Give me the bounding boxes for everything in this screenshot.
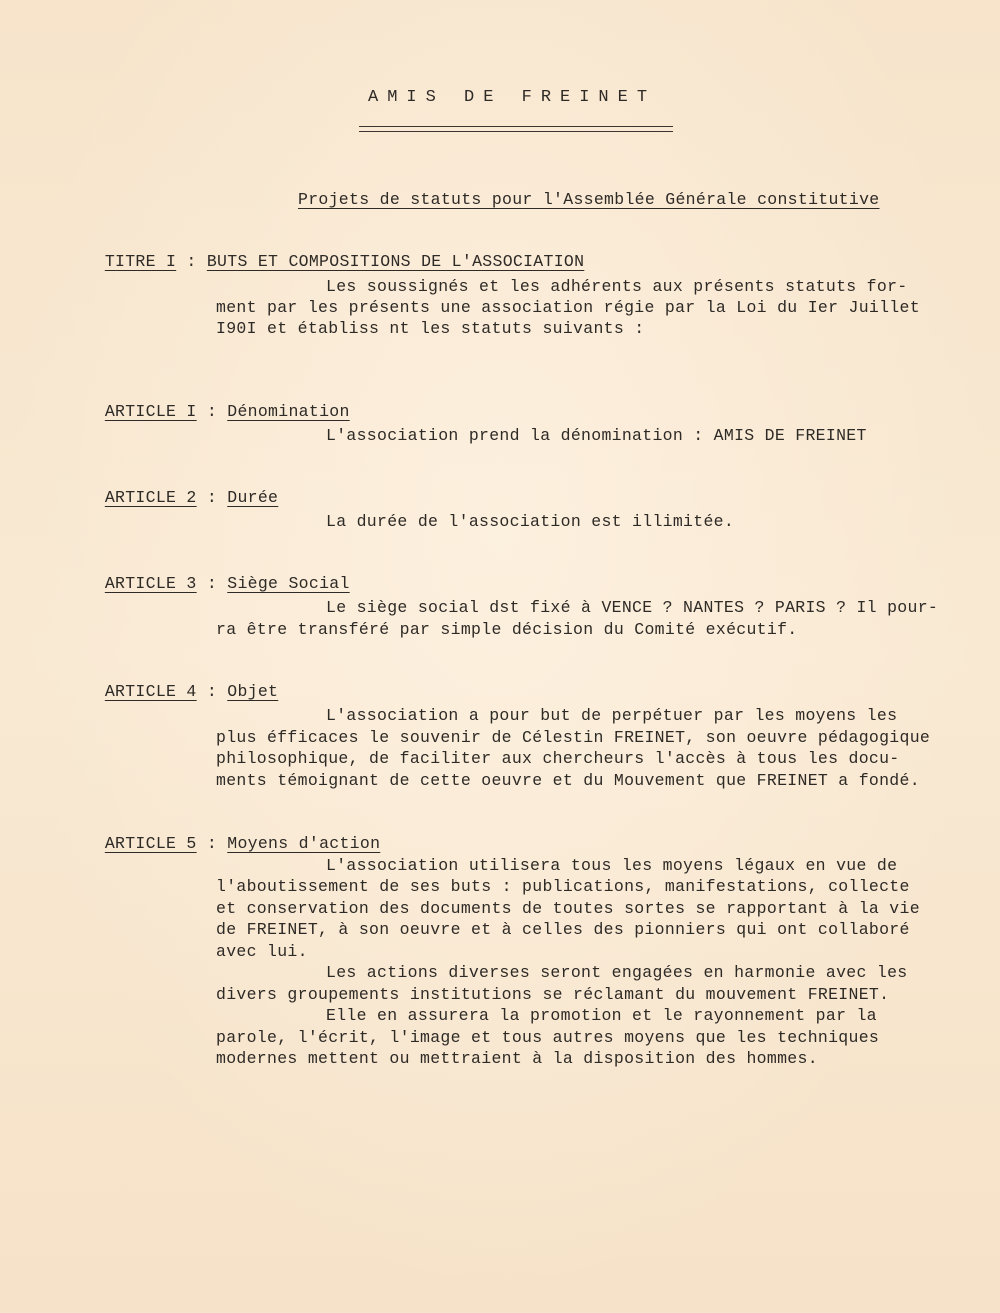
article-1-heading [64,382,350,442]
article-5-text-line: avec lui. [216,942,308,961]
article-3-heading [64,554,350,614]
article-4-heading [64,662,278,722]
article-5-separator: : [196,834,228,853]
article-5-text-line: L'association utilisera tous les moyens légaux en vue de [326,856,898,875]
article-3-title: Siège Social [227,574,350,593]
article-2-label: ARTICLE 2 [104,488,197,507]
article-2-title: Durée [227,488,279,507]
article-1-label: ARTICLE I [104,402,197,421]
titre-separator: : [176,252,207,271]
article-3-separator: : [196,574,228,593]
article-4-label: ARTICLE 4 [104,682,197,701]
article-2-heading [64,468,278,528]
article-3-label: ARTICLE 3 [104,574,197,593]
article-3-text-line: Le siège social dst fixé à VENCE ? NANTES ? PARIS ? Il pour- [326,598,939,617]
article-5-text-line: parole, l'écrit, l'image et tous autres moyens que les techniques [216,1028,880,1047]
article-4-separator: : [196,682,228,701]
article-5-text-line: Elle en assurera la promotion et le rayonnement par la [326,1006,877,1025]
article-4-title: Objet [227,682,279,701]
document-title: AMIS DE FREINET [368,88,657,107]
article-5-text-line: Les actions diverses seront engagées en harmonie avec les [326,963,908,982]
article-5-text-line: de FREINET, à son oeuvre et à celles des pionniers qui ont collaboré [216,920,910,939]
titre-text-line: Les soussignés et les adhérents aux présents statuts for- [326,277,908,296]
article-1-separator: : [196,402,228,421]
article-5-text-line: l'aboutissement de ses buts : publications, manifestations, collecte [216,877,910,896]
article-1-text-line: L'association prend la dénomination : AMIS DE FREINET [326,426,867,445]
title-rule-bottom [359,131,673,132]
article-5-title: Moyens d'action [227,834,381,853]
article-4-text-line: ments témoignant de cette oeuvre et du Mouvement que FREINET a fondé. [216,771,920,790]
titre-heading-text: BUTS ET COMPOSITIONS DE L'ASSOCIATION [206,252,585,271]
article-5-text-line: et conservation des documents de toutes sortes se rapportant à la vie [216,899,920,918]
article-3-text-line: ra être transféré par simple décision du Comité exécutif. [216,620,798,639]
article-1-title: Dénomination [227,402,350,421]
article-4-text-line: L'association a pour but de perpétuer par les moyens les [326,706,898,725]
titre-text-line: ment par les présents une association régie par la Loi du Ier Juillet [216,298,920,317]
titre-text-line: I90I et établiss nt les statuts suivants : [216,319,645,338]
article-5-text-line: modernes mettent ou mettraient à la disposition des hommes. [216,1049,818,1068]
article-2-text-line: La durée de l'association est illimitée. [326,512,735,531]
article-5-label: ARTICLE 5 [104,834,197,853]
document-subtitle: Projets de statuts pour l'Assemblée Générale constitutive [298,190,880,209]
titre-label: TITRE I [104,252,177,271]
article-2-separator: : [196,488,228,507]
article-4-text-line: plus éfficaces le souvenir de Célestin FREINET, son oeuvre pédagogique [216,728,931,747]
article-5-text-line: divers groupements institutions se réclamant du mouvement FREINET. [216,985,890,1004]
article-4-text-line: philosophique, de faciliter aux chercheurs l'accès à tous les docu- [216,749,900,768]
title-rule-top [359,126,673,127]
